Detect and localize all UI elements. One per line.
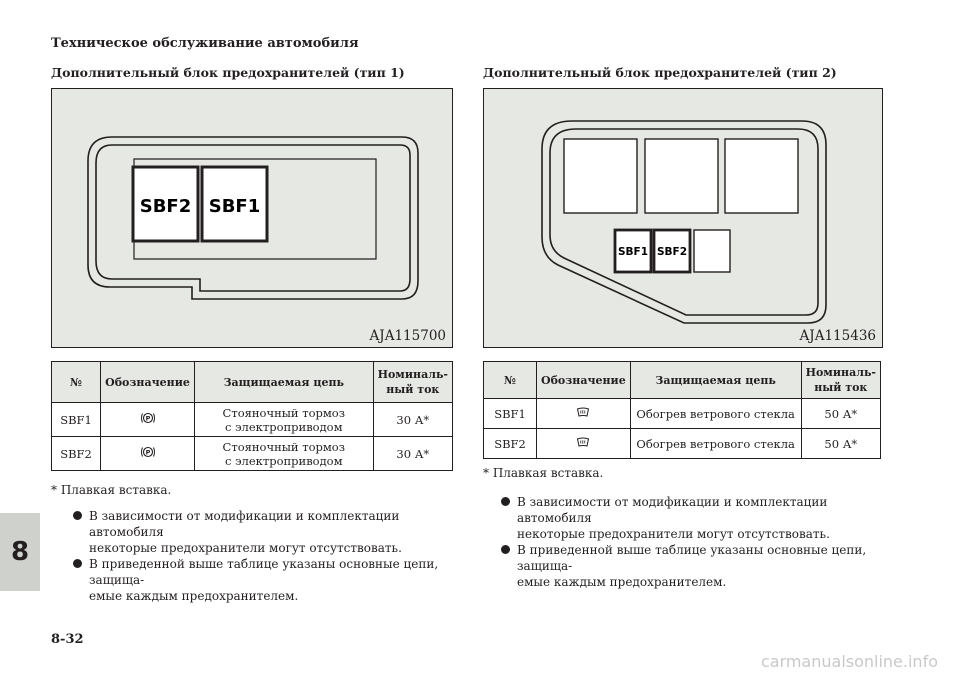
- bullet-text: В зависимости от модификации и комплектации автомобиля некоторые предохранители могут отсутствовать.: [89, 509, 402, 555]
- fuse-rating: 30 А*: [373, 437, 452, 471]
- table-row: [484, 399, 881, 429]
- parking-brake-icon: [101, 403, 195, 437]
- windshield-heater-icon: [537, 429, 631, 459]
- col-header-symbol: Обозначение: [101, 362, 195, 403]
- col-header-circuit: Защищаемая цепь: [195, 362, 374, 403]
- watermark: carmanualsonline.info: [760, 652, 938, 671]
- right-fuse-figure: [483, 88, 883, 348]
- bullet-text: В приведенной выше таблице указаны основные цепи, защища- емые каждым предохранителем.: [89, 557, 439, 603]
- page-number: 8-32: [51, 632, 84, 647]
- page-header: Техническое обслуживание автомобиля: [51, 36, 359, 51]
- list-item: [501, 494, 891, 542]
- figure-code: AJA115700: [369, 328, 446, 344]
- bullet-icon: [501, 497, 510, 506]
- fuse-rating: 50 А*: [801, 399, 880, 429]
- right-section-title: Дополнительный блок предохранителей (тип 2): [483, 65, 837, 80]
- fuse-number: SBF2: [52, 437, 101, 471]
- col-header-number: №: [52, 362, 101, 403]
- fuse-label: SBF2: [139, 196, 192, 217]
- right-fuse-box-diagram: [484, 89, 882, 347]
- fuse-number: SBF2: [484, 429, 537, 459]
- chapter-tab: 8: [0, 513, 40, 591]
- fuse-circuit: Стояночный тормоз с электроприводом: [195, 403, 374, 437]
- figure-code: AJA115436: [799, 328, 876, 344]
- left-fuse-box-diagram: [52, 89, 452, 347]
- col-header-rating: Номиналь- ный ток: [801, 362, 880, 399]
- fuse-note: * Плавкая вставка.: [483, 466, 604, 480]
- right-fuse-table: [483, 361, 881, 459]
- table-row: [52, 437, 453, 471]
- bullet-icon: [73, 511, 82, 520]
- left-fuse-table: [51, 361, 453, 471]
- fuse-rating: 30 А*: [373, 403, 452, 437]
- table-row: [52, 403, 453, 437]
- svg-text:P: P: [145, 448, 150, 457]
- svg-text:P: P: [145, 414, 150, 423]
- parking-brake-icon: [101, 437, 195, 471]
- left-section-title: Дополнительный блок предохранителей (тип 1): [51, 65, 405, 80]
- fuse-label: SBF2: [656, 246, 688, 258]
- list-item: [73, 556, 458, 604]
- col-header-circuit: Защищаемая цепь: [630, 362, 801, 399]
- col-header-rating: Номиналь- ный ток: [373, 362, 452, 403]
- fuse-rating: 50 А*: [801, 429, 880, 459]
- fuse-circuit: Обогрев ветрового стекла: [630, 399, 801, 429]
- windshield-heater-icon: [537, 399, 631, 429]
- bullet-icon: [501, 545, 510, 554]
- fuse-number: SBF1: [52, 403, 101, 437]
- col-header-number: №: [484, 362, 537, 399]
- bullet-text: В приведенной выше таблице указаны основные цепи, защища- емые каждым предохранителем.: [517, 543, 867, 589]
- fuse-label: SBF1: [208, 196, 261, 217]
- fuse-circuit: Стояночный тормоз с электроприводом: [195, 437, 374, 471]
- fuse-note: * Плавкая вставка.: [51, 483, 172, 497]
- table-row: [484, 429, 881, 459]
- left-bullet-list: [73, 508, 458, 604]
- bullet-text: В зависимости от модификации и комплектации автомобиля некоторые предохранители могут отсутствовать.: [517, 495, 830, 541]
- bullet-icon: [73, 559, 82, 568]
- list-item: [501, 542, 891, 590]
- right-bullet-list: [501, 494, 891, 590]
- fuse-circuit: Обогрев ветрового стекла: [630, 429, 801, 459]
- fuse-label: SBF1: [617, 246, 649, 258]
- list-item: [73, 508, 458, 556]
- col-header-symbol: Обозначение: [537, 362, 631, 399]
- fuse-number: SBF1: [484, 399, 537, 429]
- left-fuse-figure: [51, 88, 453, 348]
